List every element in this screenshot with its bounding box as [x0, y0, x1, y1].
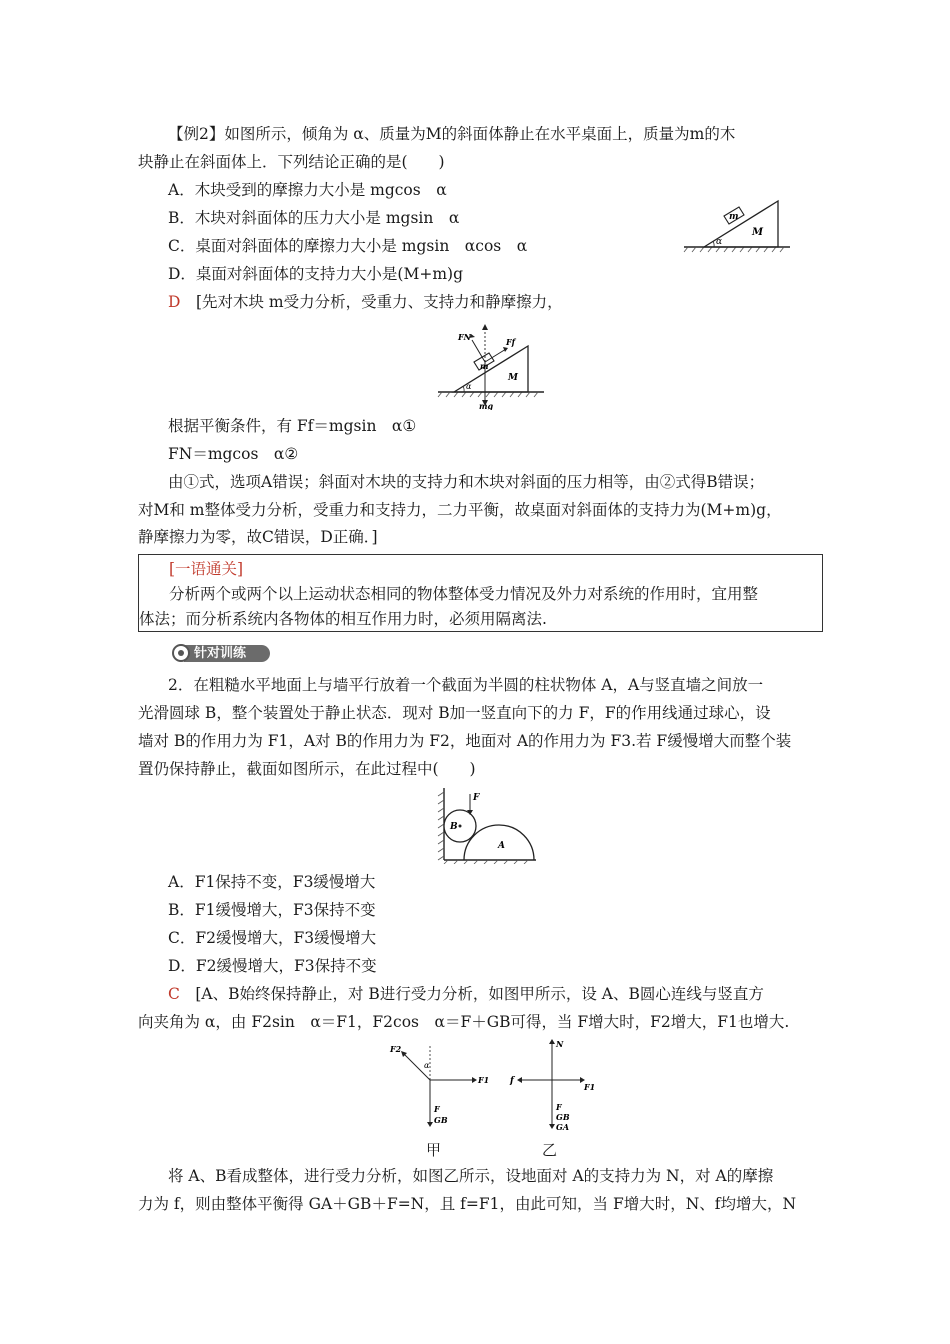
q2-option-c: C．F2缓慢增大，F3缓慢增大: [168, 929, 377, 947]
example-stem-line-1: 【例2】如图所示，倾角为 α、质量为M的斜面体静止在水平桌面上，质量为m的木: [168, 125, 736, 143]
explanation-line-3: 静摩擦力为零，故C错误，D正确．]: [138, 528, 378, 546]
gb-label: GB: [434, 1115, 448, 1125]
example-option-d: D．桌面对斜面体的支持力大小是(M+m)g: [168, 265, 464, 283]
ga-label: GA: [556, 1122, 570, 1132]
diagram-yi: [506, 1036, 606, 1134]
q2-option-d: D．F2缓慢增大，F3保持不变: [168, 957, 377, 975]
f-label: F: [434, 1104, 440, 1114]
q2-line-2: 光滑圆球 B，整个装置处于静止状态．现对 B加一竖直向下的力 F，F的作用线通过球心，设: [138, 704, 771, 722]
equation-2: FN＝mgcos α②: [168, 445, 299, 463]
incline-M-label: M: [752, 227, 764, 238]
example-answer-letter: D: [168, 293, 181, 311]
example-tag: 【例2】: [168, 125, 225, 143]
equation-1: 根据平衡条件，有 Ff＝mgsin α①: [168, 417, 417, 435]
summary-tag: [一语通关]: [169, 560, 244, 578]
semicircle-A-label: A: [498, 841, 505, 851]
q2-tail-line-1: 将 A、B看成整体，进行受力分析，如图乙所示，设地面对 A的支持力为 N，对 A的摩擦: [168, 1167, 774, 1185]
q2-answer-line-1: C [A、B始终保持静止，对 B进行受力分析，如图甲所示，设 A、B圆心连线与竖直方: [168, 985, 764, 1003]
force-F-label: F: [473, 793, 480, 803]
caption-yi: 乙: [542, 1141, 558, 1159]
example-option-a: A．木块受到的摩擦力大小是 mgcos α: [168, 181, 447, 199]
q2-line-1: 2．在粗糙水平地面上与墙平行放着一个截面为半圆的柱状物体 A，A与竖直墙之间放一: [168, 676, 764, 694]
q2-line-4: 置仍保持静止，截面如图所示，在此过程中( ): [138, 760, 476, 778]
n-label: N: [556, 1039, 564, 1049]
q2-tail-line-2: 力为 f，则由整体平衡得 GA＋GB＋F=N，且 f=F1，由此可知，当 F增大时，N、f均增大，N: [138, 1195, 797, 1213]
summary-box: [138, 554, 823, 632]
m-label: m: [480, 361, 489, 371]
alpha-label: α: [424, 1061, 430, 1070]
gb-label: GB: [556, 1112, 570, 1122]
f-label: F: [556, 1102, 562, 1112]
block-force-figure: [436, 322, 546, 410]
q2-option-a: A．F1保持不变，F3缓慢增大: [168, 873, 376, 891]
ff-label: Ff: [506, 337, 516, 347]
fn-label: FN: [458, 332, 471, 342]
summary-line-2: 体法；而分析系统内各物体的相互作用力时，必须用隔离法.: [139, 610, 547, 628]
caption-jia: 甲: [426, 1141, 442, 1159]
angle-alpha-label: α: [716, 237, 723, 247]
explanation-line-1: 由①式，选项A错误；斜面对木块的支持力和木块对斜面的压力相等，由②式得B错误；: [168, 473, 765, 491]
q2-answer-letter: C: [168, 985, 180, 1003]
block-m-label: m: [729, 212, 739, 222]
wall-ball-figure: [432, 786, 538, 864]
f1-label: F1: [478, 1075, 490, 1085]
diagram-jia: [388, 1040, 498, 1134]
alpha-label: α: [466, 382, 472, 391]
explanation-line-2: 对M和 m整体受力分析，受重力和支持力，二力平衡，故桌面对斜面体的支持力为(M+m)g，: [138, 501, 782, 519]
example-answer-line-1: D [先对木块 m受力分析，受重力、支持力和静摩擦力，: [168, 293, 563, 311]
f2-label: F2: [390, 1044, 402, 1054]
f1-label: F1: [584, 1082, 596, 1092]
q2-line-3: 墙对 B的作用力为 F1，A对 B的作用力为 F2，地面对 A的作用力为 F3.若 F缓慢增大而整个装: [138, 732, 792, 750]
target-icon: [172, 644, 190, 662]
q2-answer-line-2: 向夹角为 α，由 F2sin α＝F1，F2cos α＝F＋GB可得，当 F增大时，F2增大，F1也增大.: [138, 1013, 790, 1031]
example-option-c: C．桌面对斜面体的摩擦力大小是 mgsin αcos α: [168, 237, 528, 255]
training-label: 针对训练: [184, 645, 270, 662]
training-badge: [172, 644, 272, 664]
example-option-b: B．木块对斜面体的压力大小是 mgsin α: [168, 209, 460, 227]
incline-figure: [682, 195, 794, 255]
q2-option-b: B．F1缓慢增大，F3保持不变: [168, 901, 376, 919]
example-stem-line-2: 块静止在斜面体上．下列结论正确的是( ): [138, 153, 445, 171]
mg-label: mg: [479, 401, 494, 410]
friction-f-label: f: [510, 1076, 514, 1086]
ball-B-label: B: [450, 822, 458, 832]
summary-line-1: 分析两个或两个以上运动状态相同的物体整体受力情况及外力对系统的作用时，宜用整: [169, 585, 759, 603]
M-label: M: [508, 373, 518, 383]
